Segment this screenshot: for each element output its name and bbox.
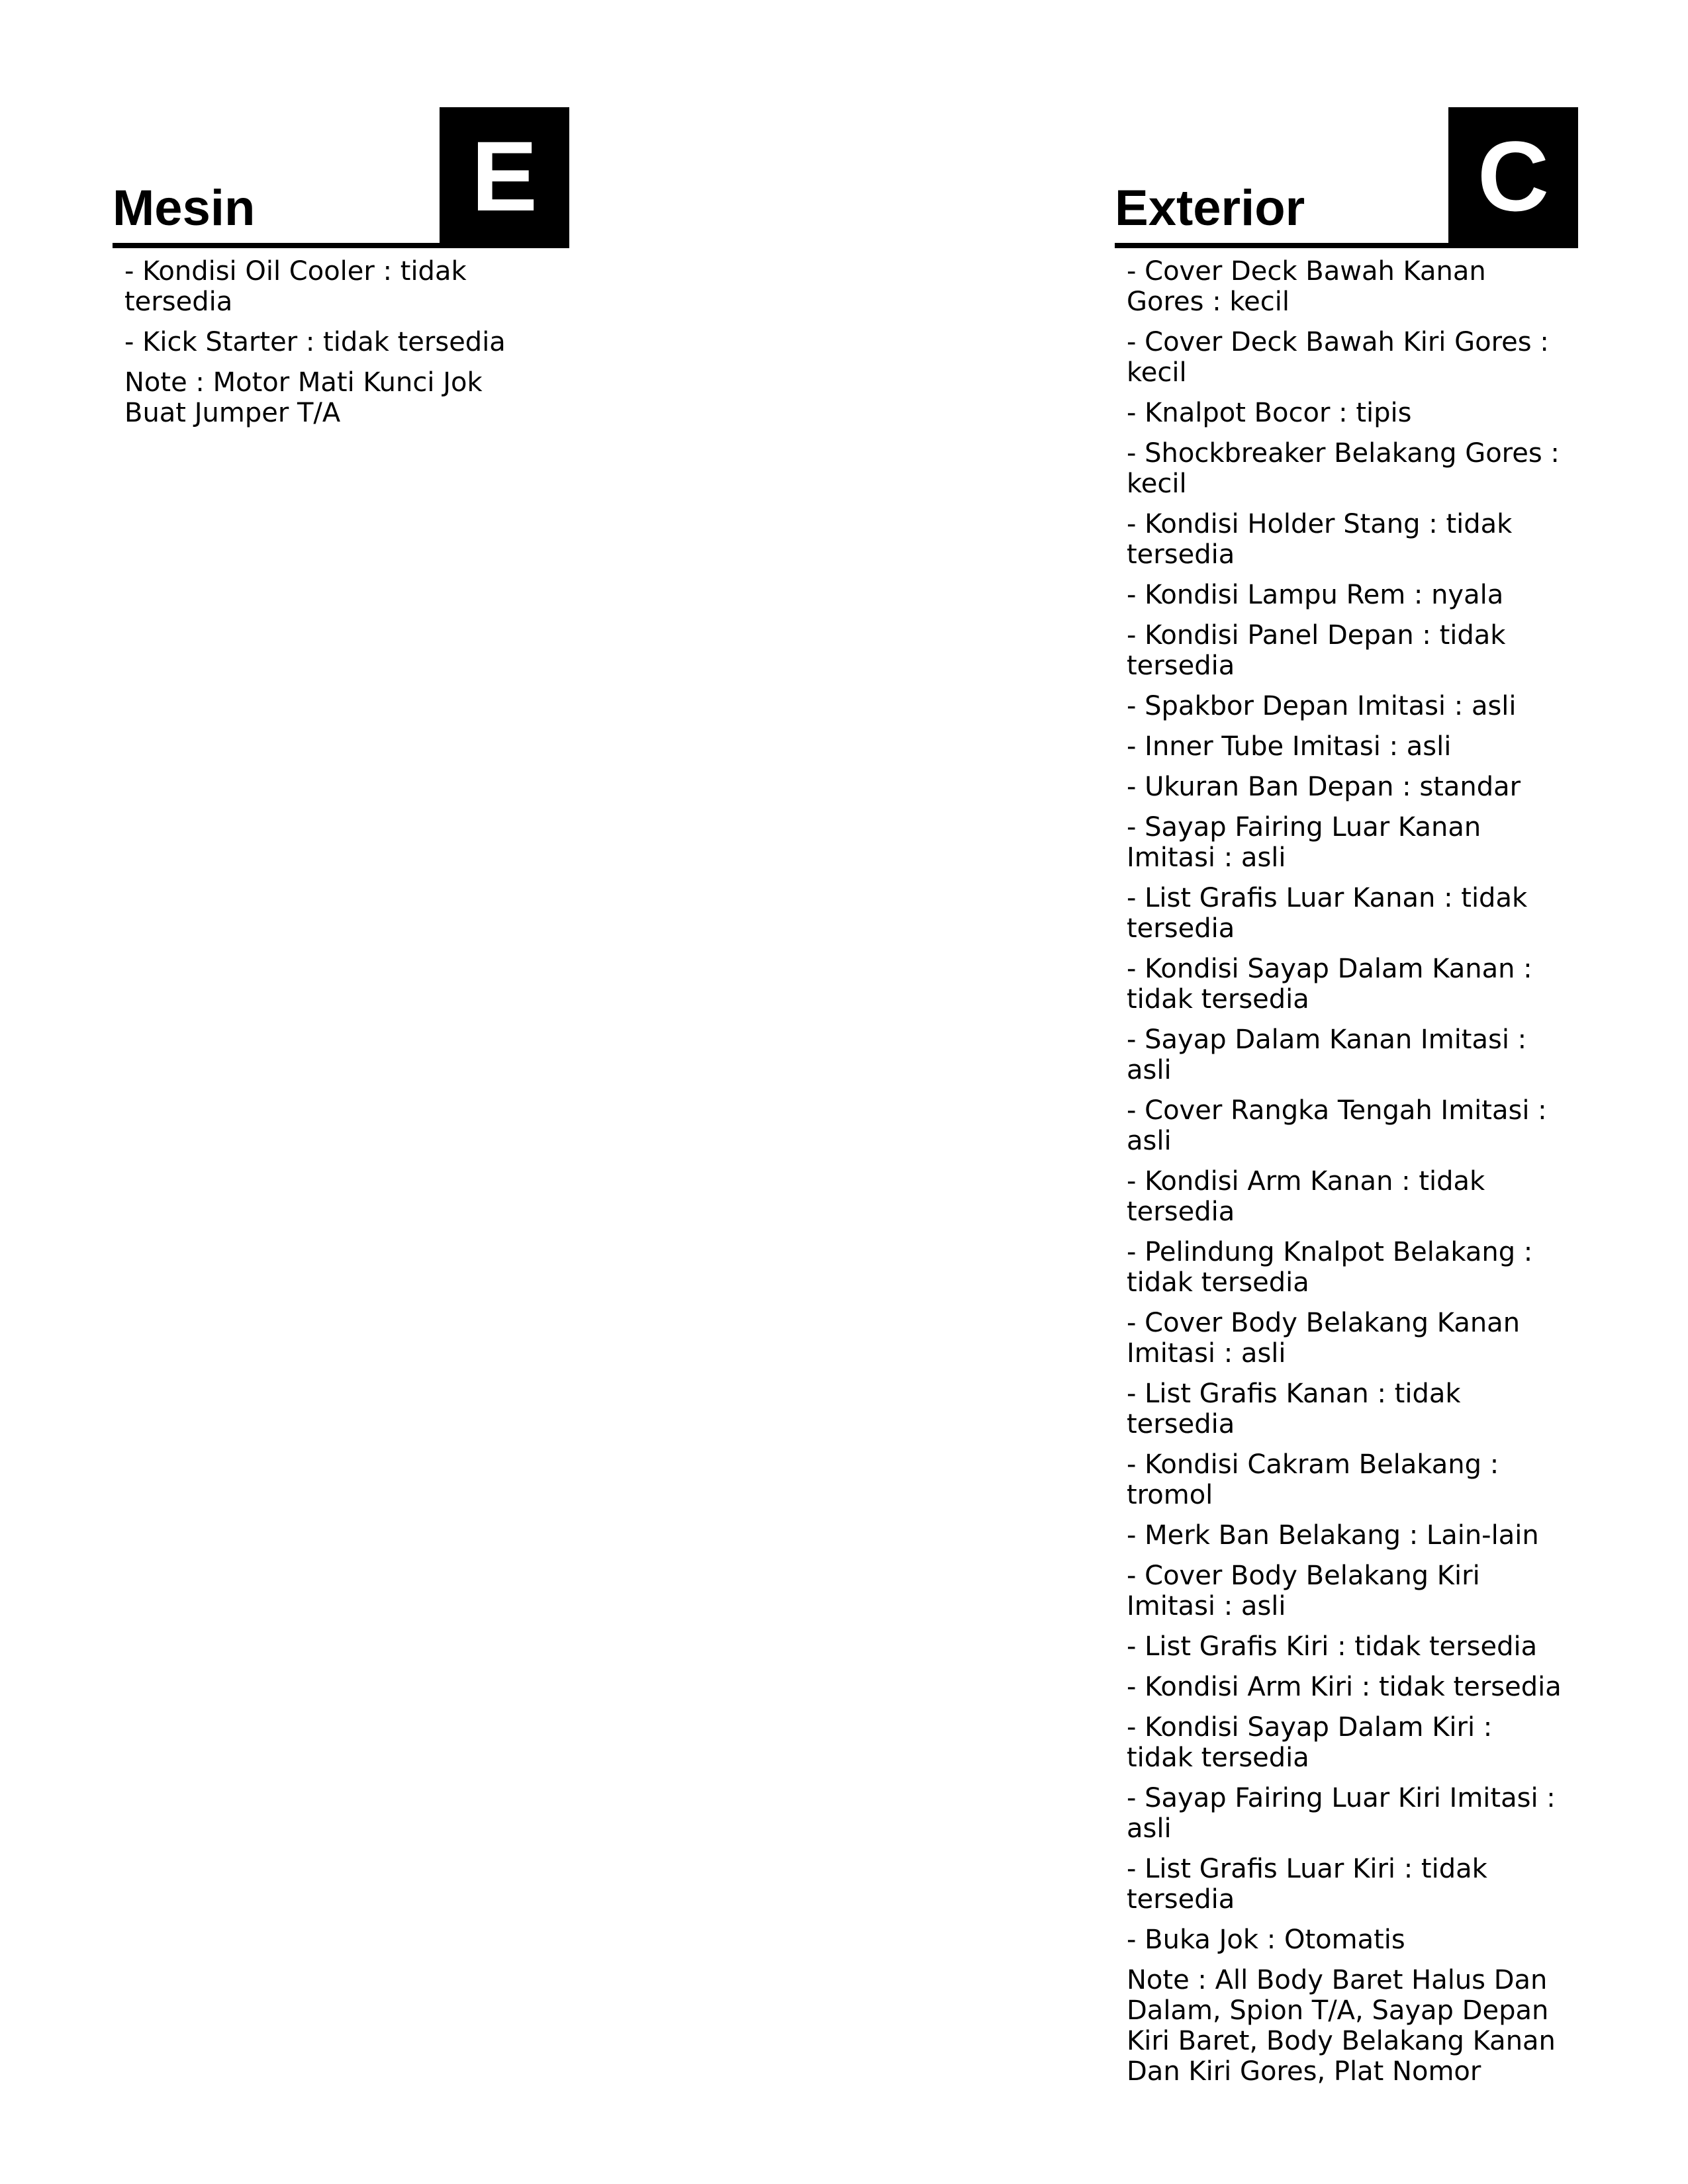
list-item: - Knalpot Bocor : tipis [1127, 398, 1412, 428]
list-item: - Kondisi Oil Cooler : tidak tersedia [124, 256, 467, 317]
list-item: - List Grafis Luar Kiri : tidak tersedia [1127, 1854, 1487, 1915]
list-item: - Shockbreaker Belakang Gores : kecil [1127, 438, 1560, 499]
exterior-grade-badge: C [1448, 107, 1578, 245]
list-item: - Cover Deck Bawah Kanan Gores : kecil [1127, 256, 1486, 317]
list-item: - Sayap Dalam Kanan Imitasi : asli [1127, 1024, 1527, 1085]
exterior-section [1115, 107, 1578, 2087]
list-item: - List Grafis Kanan : tidak tersedia [1127, 1379, 1461, 1439]
mesin-section [113, 107, 569, 428]
list-item: - Kick Starter : tidak tersedia [124, 327, 506, 357]
list-item: - Cover Body Belakang Kiri Imitasi : asli [1127, 1561, 1480, 1621]
mesin-grade-badge: E [440, 107, 569, 245]
exterior-section-header [1115, 107, 1578, 248]
mesin-note: Note : Motor Mati Kunci Jok Buat Jumper T/A [124, 367, 483, 428]
list-item: - Kondisi Arm Kiri : tidak tersedia [1127, 1672, 1562, 1702]
list-item: - Kondisi Sayap Dalam Kiri : tidak tersedia [1127, 1712, 1493, 1773]
list-item: - Cover Deck Bawah Kiri Gores : kecil [1127, 327, 1549, 388]
mesin-item-list [113, 248, 569, 357]
list-item: - Sayap Fairing Luar Kanan Imitasi : asli [1127, 812, 1481, 873]
list-item: - Merk Ban Belakang : Lain-lain [1127, 1520, 1539, 1551]
list-item: - Buka Jok : Otomatis [1127, 1925, 1405, 1955]
mesin-section-header [113, 107, 569, 248]
list-item: - Sayap Fairing Luar Kiri Imitasi : asli [1127, 1783, 1556, 1844]
exterior-section-title: Exterior [1115, 180, 1305, 236]
list-item: - Inner Tube Imitasi : asli [1127, 731, 1452, 762]
list-item: - Pelindung Knalpot Belakang : tidak tersedia [1127, 1237, 1533, 1298]
list-item: - Kondisi Arm Kanan : tidak tersedia [1127, 1166, 1485, 1227]
list-item: - Kondisi Cakram Belakang : tromol [1127, 1449, 1499, 1510]
list-item: - Kondisi Lampu Rem : nyala [1127, 580, 1504, 610]
list-item: - List Grafis Luar Kanan : tidak tersedia [1127, 883, 1528, 944]
list-item: - Spakbor Depan Imitasi : asli [1127, 691, 1517, 721]
exterior-item-list [1115, 248, 1578, 1955]
mesin-section-divider [113, 243, 569, 248]
list-item: - List Grafis Kiri : tidak tersedia [1127, 1631, 1538, 1662]
mesin-section-title: Mesin [113, 180, 256, 236]
list-item: - Cover Body Belakang Kanan Imitasi : asli [1127, 1308, 1521, 1369]
list-item: - Cover Rangka Tengah Imitasi : asli [1127, 1095, 1547, 1156]
list-item: - Kondisi Holder Stang : tidak tersedia [1127, 509, 1513, 570]
list-item: - Kondisi Sayap Dalam Kanan : tidak tersedia [1127, 954, 1532, 1015]
list-item: - Kondisi Panel Depan : tidak tersedia [1127, 620, 1506, 681]
exterior-section-divider [1115, 243, 1578, 248]
list-item: - Ukuran Ban Depan : standar [1127, 772, 1521, 802]
exterior-note: Note : All Body Baret Halus Dan Dalam, Spion T/A, Sayap Depan Kiri Baret, Body Belakang Kanan Dan Kiri Gores, Plat Nomor [1127, 1965, 1556, 2087]
